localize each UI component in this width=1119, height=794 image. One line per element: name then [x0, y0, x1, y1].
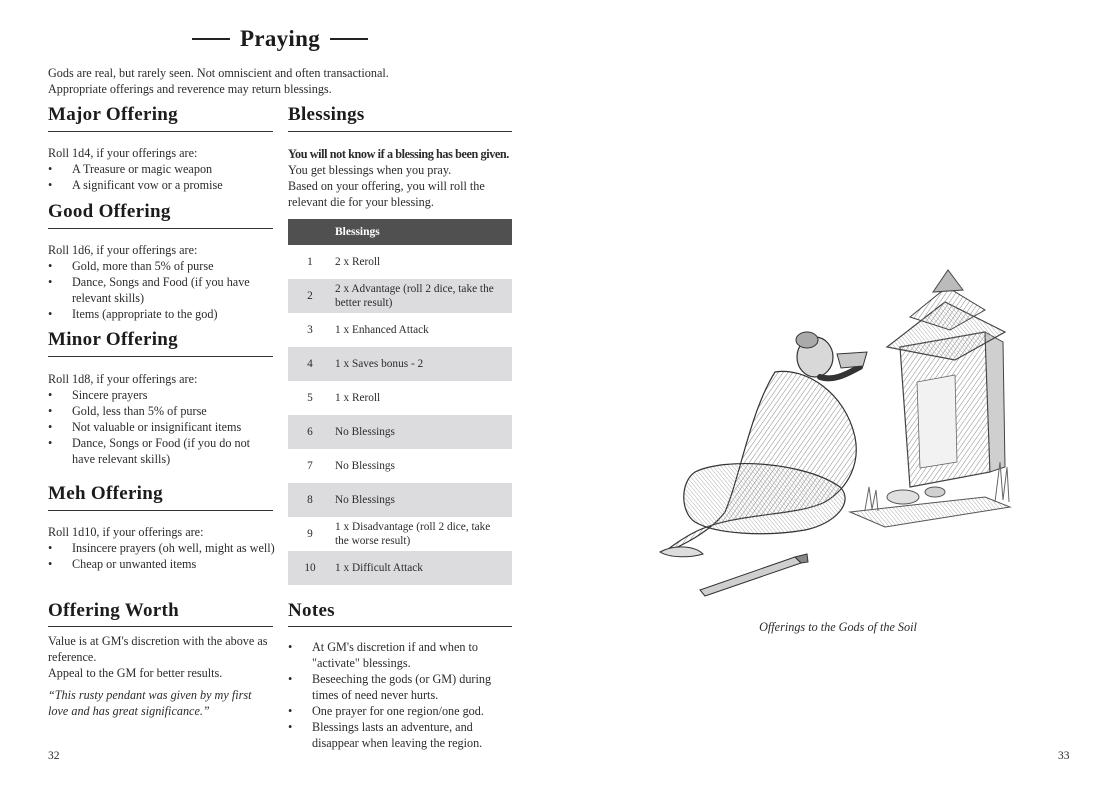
- list-item: • Not valuable or insignificant items: [48, 419, 273, 435]
- page-title-block: [160, 26, 400, 52]
- table-row: [288, 449, 512, 483]
- minor-offering-body: [48, 371, 273, 467]
- section-rule: [288, 626, 512, 627]
- row-text: 1 x Enhanced Attack: [335, 324, 429, 336]
- meh-offering-heading: Meh Offering: [48, 483, 163, 504]
- section-rule: [48, 626, 273, 627]
- blessings-line: You get blessings when you pray.: [288, 163, 452, 177]
- row-number: 6: [307, 426, 313, 438]
- list-item: • A Treasure or magic weapon: [48, 161, 273, 177]
- row-text: 2 x Reroll: [335, 256, 381, 268]
- row-number: 10: [304, 562, 316, 574]
- notes-heading: Notes: [288, 600, 335, 621]
- good-offering-lead: Roll 1d6, if your offerings are:: [48, 243, 198, 257]
- good-offering-body: [48, 242, 273, 322]
- row-text: 2 x Advantage (roll 2 dice, take the better result): [335, 283, 494, 309]
- praying-woman-illustration: [655, 262, 1025, 607]
- table-row: [288, 483, 512, 517]
- table-row: [288, 517, 512, 551]
- table-row: [288, 279, 512, 313]
- section-rule: [48, 228, 273, 229]
- intro-line: Appropriate offerings and reverence may return blessings.: [48, 82, 332, 96]
- notes-body: [288, 639, 510, 751]
- intro-text: [48, 65, 468, 97]
- row-text: 1 x Saves bonus - 2: [335, 358, 424, 370]
- table-row: [288, 551, 512, 585]
- list-item: • A significant vow or a promise: [48, 177, 273, 193]
- list-item: • Gold, more than 5% of purse: [48, 258, 273, 274]
- section-rule: [48, 131, 273, 132]
- table-row: [288, 313, 512, 347]
- page-title: Praying: [239, 26, 321, 51]
- title-rule-left: [192, 38, 230, 40]
- table-row: [288, 347, 512, 381]
- row-text: 1 x Disadvantage (roll 2 dice, take the worse result): [335, 521, 491, 547]
- table-header-label: Blessings: [335, 226, 380, 238]
- major-offering-heading: Major Offering: [48, 104, 178, 125]
- list-item: • Beseeching the gods (or GM) during times of need never hurts.: [288, 671, 510, 703]
- row-text: No Blessings: [335, 426, 395, 438]
- offering-worth-line: Appeal to the GM for better results.: [48, 666, 223, 680]
- row-number: 2: [307, 290, 313, 302]
- section-rule: [48, 356, 273, 357]
- offering-worth-line: Value is at GM's discretion with the above as reference.: [48, 634, 268, 664]
- row-number: 7: [307, 460, 313, 472]
- meh-offering-lead: Roll 1d10, if your offerings are:: [48, 525, 204, 539]
- section-rule: [288, 131, 512, 132]
- major-offering-body: [48, 145, 273, 193]
- row-number: 4: [307, 358, 313, 370]
- table-row: [288, 245, 512, 279]
- minor-offering-lead: Roll 1d8, if your offerings are:: [48, 372, 198, 386]
- list-item: • Gold, less than 5% of purse: [48, 403, 273, 419]
- minor-offering-heading: Minor Offering: [48, 329, 178, 350]
- list-item: • One prayer for one region/one god.: [288, 703, 510, 719]
- list-item: • Dance, Songs or Food (if you do not have relevant skills): [48, 435, 273, 467]
- page-number-right: 33: [1058, 750, 1070, 762]
- major-offering-lead: Roll 1d4, if your offerings are:: [48, 146, 198, 160]
- row-number: 5: [307, 392, 313, 404]
- row-number: 9: [307, 528, 313, 540]
- row-number: 3: [307, 324, 313, 336]
- title-rule-right: [330, 38, 368, 40]
- blessings-body: [288, 146, 512, 210]
- row-number: 1: [307, 256, 313, 268]
- section-rule: [48, 510, 273, 511]
- table-row: [288, 415, 512, 449]
- blessings-bold-line: You will not know if a blessing has been given.: [288, 147, 509, 161]
- row-text: No Blessings: [335, 460, 395, 472]
- list-item: • Blessings lasts an adventure, and disappear when leaving the region.: [288, 719, 510, 751]
- meh-offering-body: [48, 524, 283, 572]
- table-row: [288, 381, 512, 415]
- blessings-heading: Blessings: [288, 104, 365, 125]
- list-item: • At GM's discretion if and when to "activate" blessings.: [288, 639, 510, 671]
- list-item: • Dance, Songs and Food (if you have relevant skills): [48, 274, 273, 306]
- row-text: 1 x Reroll: [335, 392, 381, 404]
- blessings-line: Based on your offering, you will roll the relevant die for your blessing.: [288, 179, 485, 209]
- page-number-left: 32: [48, 750, 60, 762]
- good-offering-heading: Good Offering: [48, 201, 171, 222]
- blessings-table: [288, 219, 512, 585]
- list-item: • Cheap or unwanted items: [48, 556, 283, 572]
- offering-worth-quote: “This rusty pendant was given by my first love and has great significance.”: [48, 688, 252, 718]
- row-text: 1 x Difficult Attack: [335, 562, 423, 574]
- list-item: • Insincere prayers (oh well, might as well): [48, 540, 283, 556]
- intro-line: Gods are real, but rarely seen. Not omniscient and often transactional.: [48, 66, 389, 80]
- illustration-caption: Offerings to the Gods of the Soil: [759, 620, 917, 634]
- list-item: • Sincere prayers: [48, 387, 273, 403]
- row-text: No Blessings: [335, 494, 395, 506]
- offering-worth-body: [48, 633, 268, 719]
- table-header: [288, 219, 512, 245]
- list-item: • Items (appropriate to the god): [48, 306, 273, 322]
- row-number: 8: [307, 494, 313, 506]
- offering-worth-heading: Offering Worth: [48, 600, 180, 621]
